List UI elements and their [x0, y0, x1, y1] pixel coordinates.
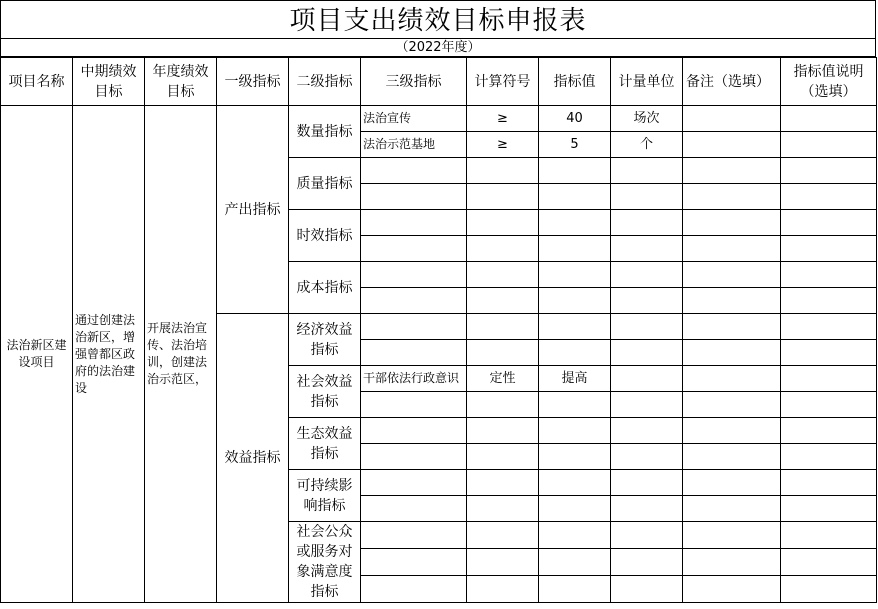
unit-cell: 个: [611, 132, 683, 158]
level2-sustainable: 可持续影响指标: [289, 470, 361, 522]
remark-cell: [683, 106, 781, 132]
header-midterm-goal: 中期绩效目标: [73, 58, 145, 106]
performance-goal-table: [0, 57, 877, 603]
form-year: （2022年度）: [0, 38, 876, 57]
symbol-cell: ≥: [467, 132, 539, 158]
form-title: 项目支出绩效目标申报表: [0, 0, 876, 38]
level2-economic: 经济效益指标: [289, 314, 361, 366]
remark-cell: [683, 366, 781, 392]
header-annual-goal: 年度绩效目标: [145, 58, 217, 106]
unit-cell: [611, 366, 683, 392]
level3-cell: 干部依法行政意识: [361, 366, 467, 392]
level3-cell: 法治示范基地: [361, 132, 467, 158]
header-row: [1, 58, 877, 106]
level1-output: 产出指标: [217, 106, 289, 314]
value-desc-cell: [781, 106, 877, 132]
level1-benefit: 效益指标: [217, 314, 289, 603]
level2-satisfaction: 社会公众或服务对象满意度指标: [289, 522, 361, 603]
value-cell: 提高: [539, 366, 611, 392]
value-desc-cell: [781, 132, 877, 158]
level2-cost: 成本指标: [289, 262, 361, 314]
level3-cell: 法治宣传: [361, 106, 467, 132]
annual-goal-cell: 开展法治宣传、法治培训，创建法治示范区，: [145, 106, 217, 603]
header-remark: 备注（选填）: [683, 58, 781, 106]
level2-social: 社会效益指标: [289, 366, 361, 418]
level2-timeliness: 时效指标: [289, 210, 361, 262]
value-cell: 40: [539, 106, 611, 132]
header-level2: 二级指标: [289, 58, 361, 106]
header-level3: 三级指标: [361, 58, 467, 106]
remark-cell: [683, 132, 781, 158]
unit-cell: 场次: [611, 106, 683, 132]
header-level1: 一级指标: [217, 58, 289, 106]
header-calc-symbol: 计算符号: [467, 58, 539, 106]
midterm-goal-cell: 通过创建法治新区，增强曾都区政府的法治建设: [73, 106, 145, 603]
table-row: [1, 106, 877, 132]
value-cell: 5: [539, 132, 611, 158]
header-unit: 计量单位: [611, 58, 683, 106]
header-project-name: 项目名称: [1, 58, 73, 106]
header-value-desc: 指标值说明（选填）: [781, 58, 877, 106]
level2-ecological: 生态效益指标: [289, 418, 361, 470]
level2-quality: 质量指标: [289, 158, 361, 210]
header-indicator-value: 指标值: [539, 58, 611, 106]
value-desc-cell: [781, 366, 877, 392]
symbol-cell: 定性: [467, 366, 539, 392]
project-name-cell: 法治新区建设项目: [1, 106, 73, 603]
symbol-cell: ≥: [467, 106, 539, 132]
level2-quantity: 数量指标: [289, 106, 361, 158]
